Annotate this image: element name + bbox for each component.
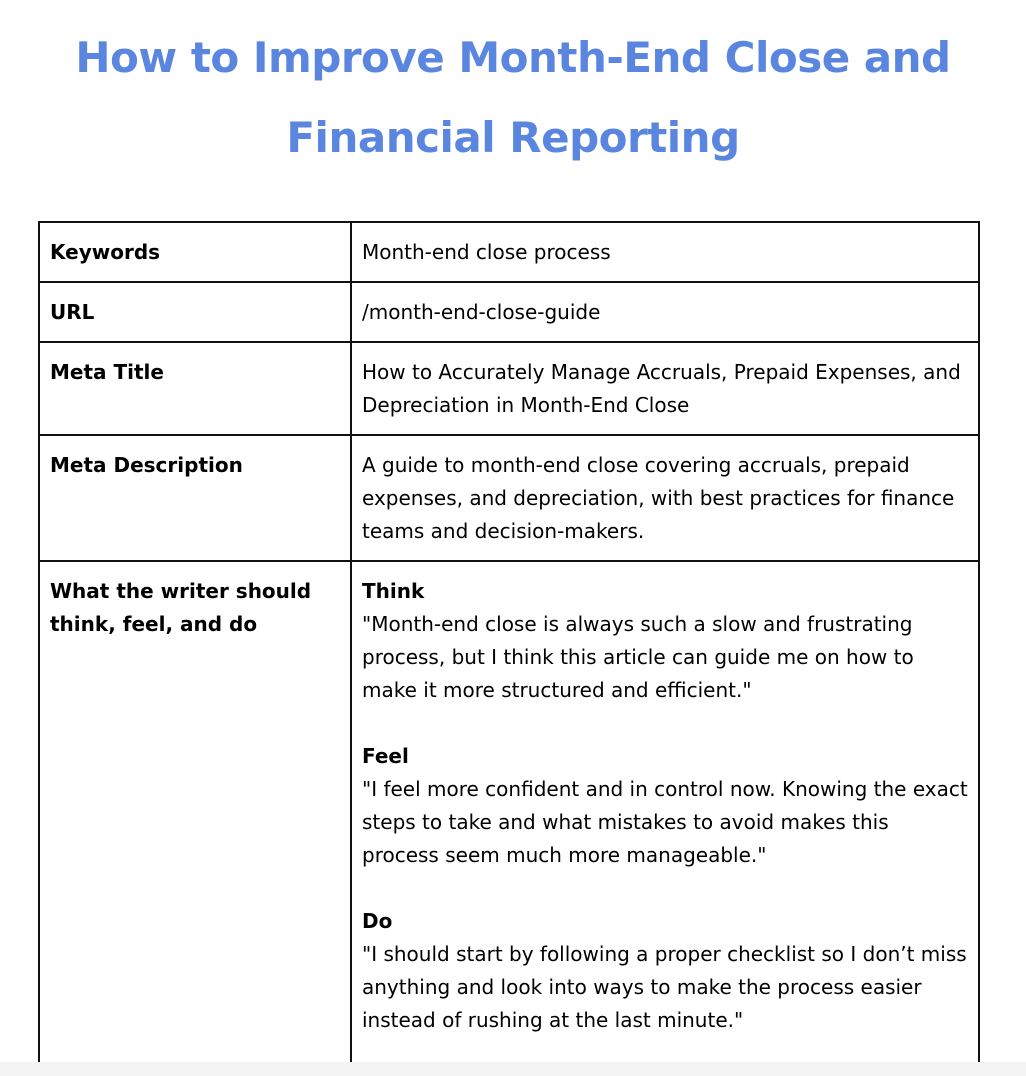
content-brief-table [38,221,980,1067]
document-title: How to Improve Month-End Close and Financial Reporting [75,33,951,162]
row-value-meta-title: How to Accurately Manage Accruals, Prepaid Expenses, and Depreciation in Month-End Close [351,342,979,435]
row-value-keywords: Month-end close process [351,222,979,282]
row-label-meta-description: Meta Description [39,435,351,561]
think-text: "Month-end close is always such a slow and frustrating process, but I think this article can guide me on how to make it more structured and efficient." [362,612,914,702]
row-label-url: URL [39,282,351,342]
row-value-think-feel-do [351,561,979,1066]
table-row-meta-title [39,342,979,435]
row-label-think-feel-do: What the writer should think, feel, and do [39,561,351,1066]
row-label-keywords: Keywords [39,222,351,282]
think-heading: Think [362,579,425,603]
feel-heading: Feel [362,744,409,768]
row-label-meta-title: Meta Title [39,342,351,435]
page-bottom-edge [0,1062,1026,1076]
section-spacer [362,872,968,905]
do-text: "I should start by following a proper checklist so I don’t miss anything and look into ways to make the process easier instead of rushing at the last minute." [362,942,967,1032]
table-row-url [39,282,979,342]
do-heading: Do [362,909,393,933]
table-row-keywords [39,222,979,282]
feel-text: "I feel more confident and in control now. Knowing the exact steps to take and what mistakes to avoid makes this process seem much more manageable." [362,777,968,867]
table-row-meta-description [39,435,979,561]
row-value-url: /month-end-close-guide [351,282,979,342]
table-row-think-feel-do [39,561,979,1066]
row-value-meta-description: A guide to month-end close covering accruals, prepaid expenses, and depreciation, with best practices for finance teams and decision-makers. [351,435,979,561]
section-spacer [362,707,968,740]
